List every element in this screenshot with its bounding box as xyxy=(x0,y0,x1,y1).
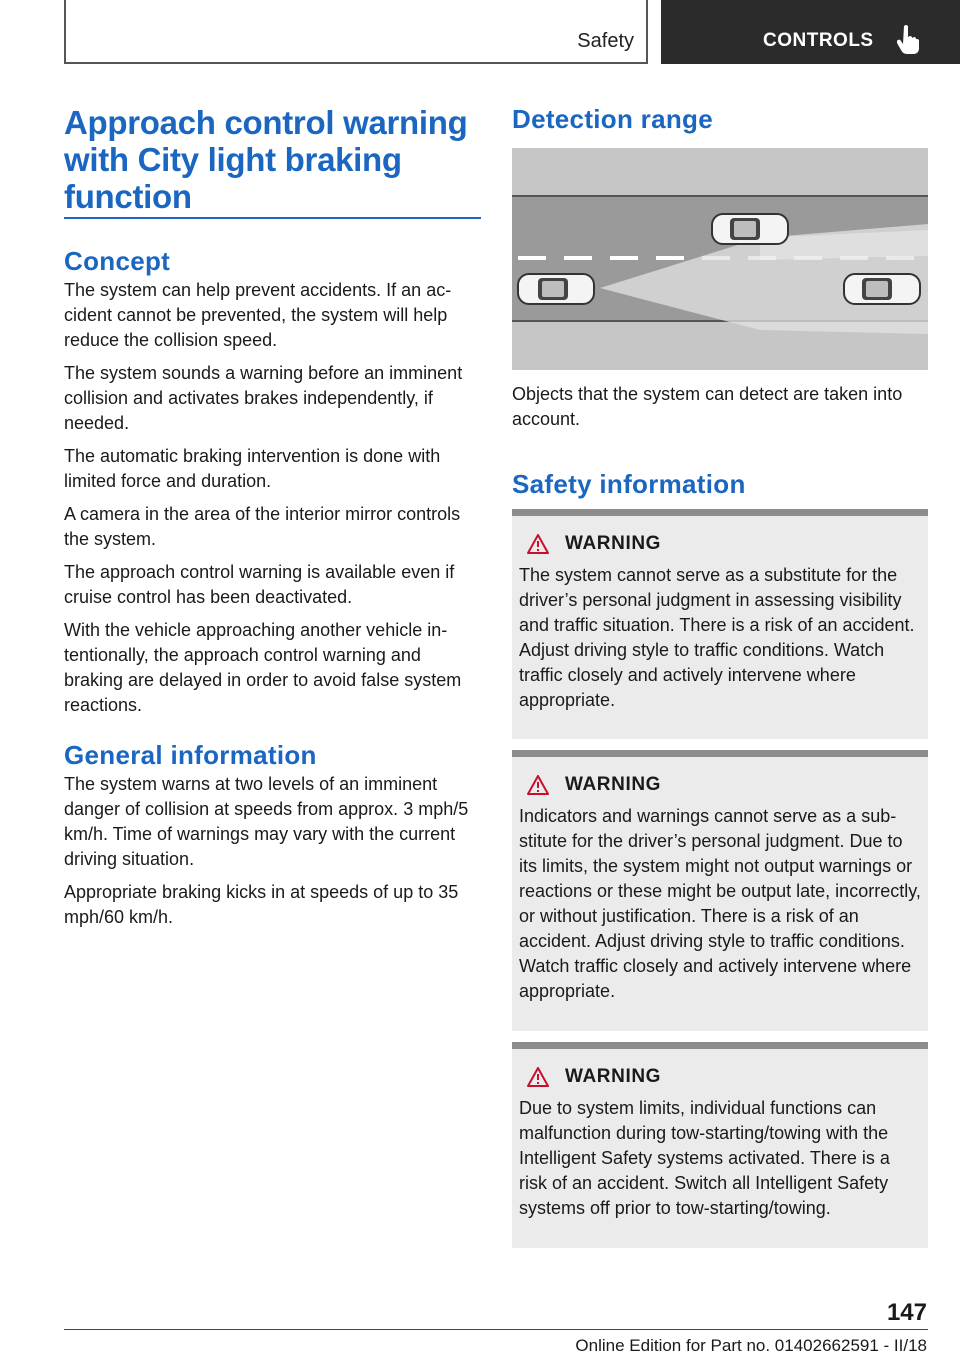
detection-range-illustration xyxy=(512,148,928,370)
safety-info-heading: Safety information xyxy=(512,469,746,499)
section-label: Safety xyxy=(577,30,634,52)
detection-range-heading: Detection range xyxy=(512,104,713,134)
road-diagram xyxy=(512,148,928,370)
concept-paragraph: The automatic braking intervention is done with limited force and duration. xyxy=(64,446,441,491)
warning-box xyxy=(512,750,928,1031)
concept-paragraph: The system sounds a warning before an imminent collision and activates brakes independently, if needed. xyxy=(64,363,463,433)
warning-triangle-icon xyxy=(527,534,549,554)
left-column xyxy=(64,246,482,930)
car-icon xyxy=(518,274,594,304)
concept-paragraph: The approach control warning is available even if cruise control has been deactivated. xyxy=(64,562,455,607)
warning-triangle-icon xyxy=(527,1067,549,1087)
concept-paragraph: A camera in the area of the interior mirror controls the system. xyxy=(64,504,461,549)
general-info-paragraph: Appropriate braking kicks in at speeds of up to 35 mph/60 km/h. xyxy=(64,882,459,927)
chapter-label: CONTROLS xyxy=(763,30,874,51)
warning-title xyxy=(519,1065,922,1089)
page-number: 147 xyxy=(886,1299,927,1326)
concept-heading: Concept xyxy=(64,246,171,276)
warning-text: The system cannot serve as a substitute for the driver’s personal judgment in assessing visibility and traffic situation. There is a risk of an accident. Adjust driving style to traffic conditions. Watch traffic closely and actively intervene where appropriate. xyxy=(519,565,915,710)
edition-text: Online Edition for Part no. 01402662591 - II/18 xyxy=(575,1336,927,1355)
warning-text: Indicators and warnings cannot serve as a substitute for the driver’s personal judgment. Due to its limits, the system might not output warnings or reactions or these might be output late, incorrectly, or without justification. There is a risk of an accident. Adjust driving style to traffic conditions. Watch traffic closely and actively intervene where appropriate. xyxy=(519,806,921,1001)
pointing-hand-icon xyxy=(897,24,919,54)
warning-label: WARNING xyxy=(565,1066,662,1087)
warning-box xyxy=(512,1042,928,1248)
general-info-heading: General information xyxy=(64,740,317,770)
car-icon xyxy=(712,214,788,244)
section-tab xyxy=(64,0,648,64)
warning-label: WARNING xyxy=(565,533,662,554)
warning-text: Due to system limits, individual functions can malfunction during tow-starting/towing with the Intelligent Safety systems activated. There is a risk of an accident. Switch all Intelligent Safety systems off prior to tow-starting/towing. xyxy=(519,1098,890,1218)
concept-paragraph: With the vehicle approaching another vehicle intentionally, the approach control warning and braking are delayed in order to avoid false system reactions. xyxy=(64,620,462,715)
page-title: Approach control warning with City light braking function xyxy=(64,104,468,215)
warning-box xyxy=(512,509,928,739)
warning-triangle-icon xyxy=(527,775,549,795)
warning-label: WARNING xyxy=(565,774,662,795)
general-info-paragraph: The system warns at two levels of an imminent danger of collision at speeds from approx. 3 mph/5 km/h. Time of warnings may vary with the current driving situation. xyxy=(64,774,469,869)
warning-title xyxy=(519,532,922,556)
car-icon xyxy=(844,274,920,304)
figure-caption: Objects that the system can detect are taken into account. xyxy=(512,384,903,429)
warning-title xyxy=(519,773,922,797)
footer-divider xyxy=(64,1329,928,1330)
chapter-tab xyxy=(661,0,960,64)
title-divider xyxy=(64,217,481,219)
concept-paragraph: The system can help prevent accidents. If an accident cannot be prevented, the system will help reduce the collision speed. xyxy=(64,280,452,350)
